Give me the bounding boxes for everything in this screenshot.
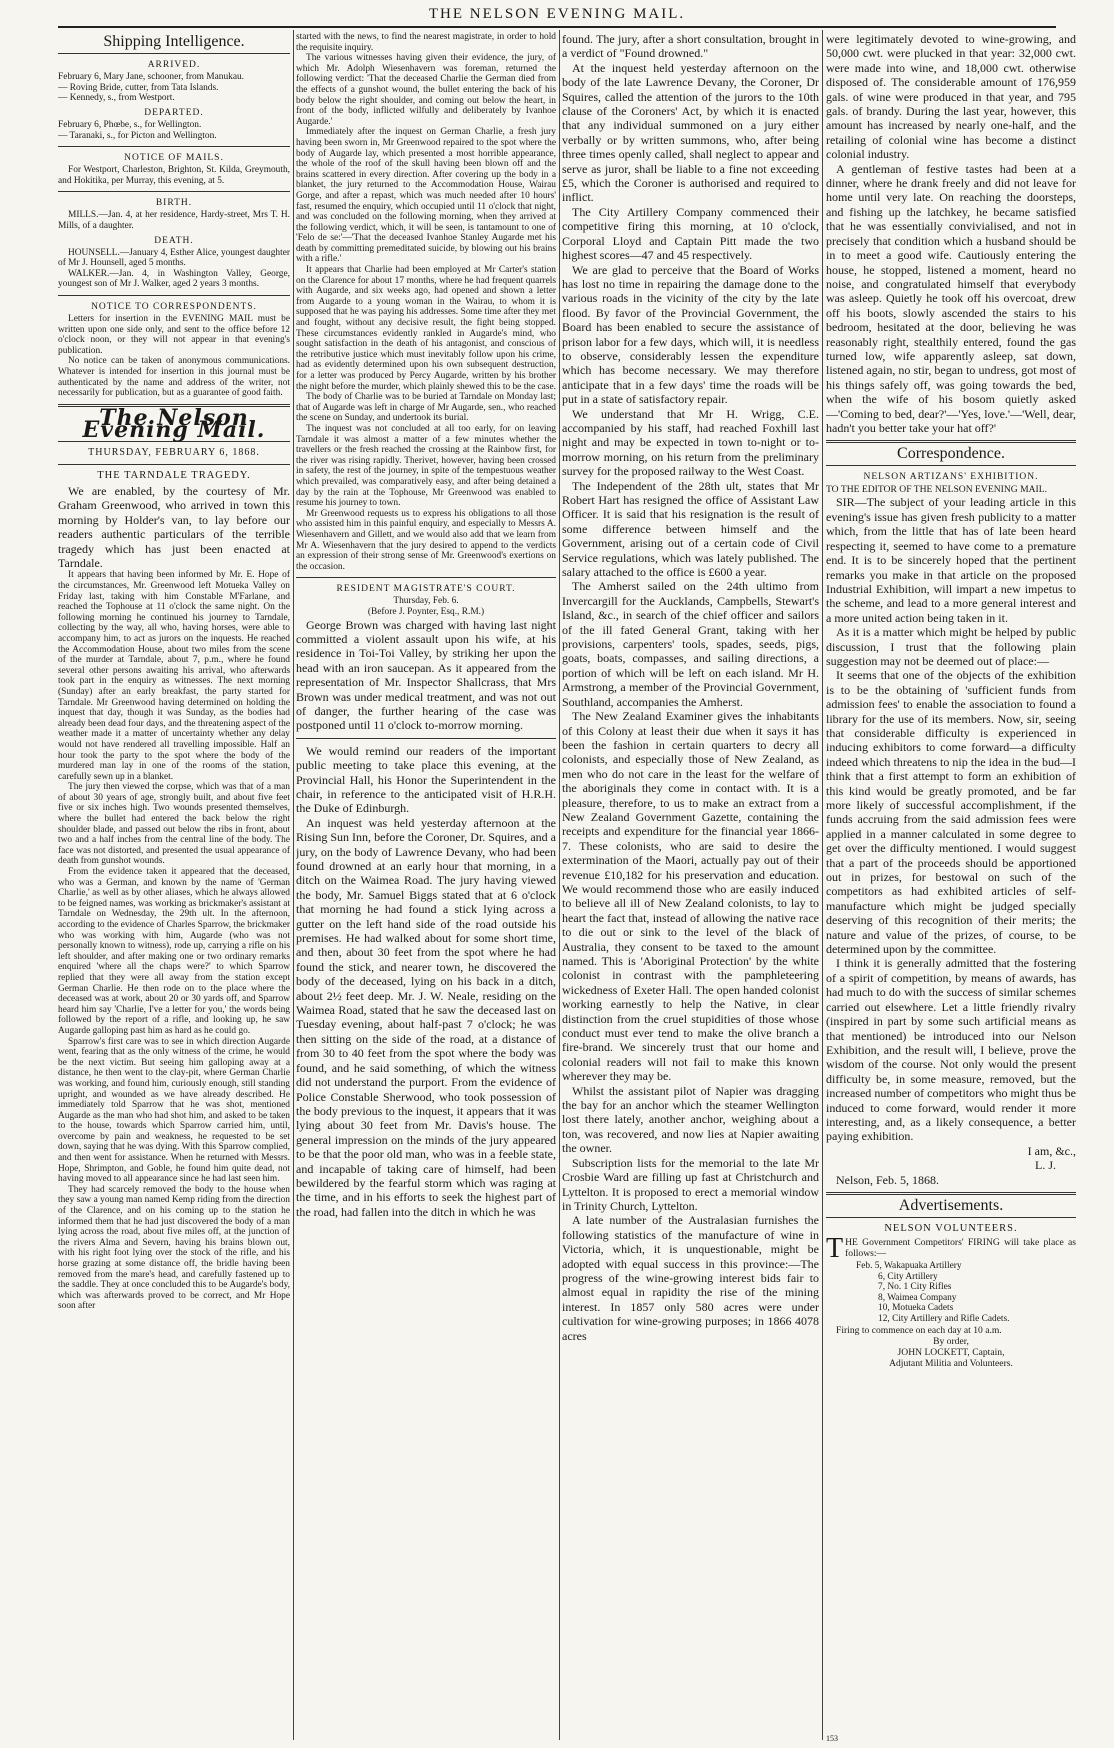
news-paragraph: We would remind our readers of the important public meeting to take place this evening, at the Provincial Hall, his Honor the Superintendent in the chair, in reference to the anticipated visit of H.R.H. the Duke of Edinburgh.	[296, 743, 556, 816]
column-1	[58, 32, 290, 1740]
ad-dropcap: T	[826, 1233, 844, 1265]
letter-place-date: Nelson, Feb. 5, 1868.	[836, 1172, 939, 1187]
arrival-entry: — Kennedy, s., from Westport.	[58, 93, 175, 104]
rule	[826, 440, 1076, 443]
article-paragraph: The body of Charlie was to be buried at Tarndale on Monday last; that of Augarde was left in charge of Mr Augarde, sen., who reached the scene on Sunday, and undertook its burial.	[296, 392, 556, 424]
ad-signatory-role: Adjutant Militia and Volunteers.	[889, 1357, 1013, 1369]
article-paragraph: From the evidence taken it appeared that the deceased, who was a German, and known by the name of 'German Charlie,' as well as by other aliases, which he always allowed to be feigned names, was working as brickmaker's assistant at Tarndale on Wednesday, the 29th ult. In the afternoon, according to the evidence of Charles Sparrow, the brickmaker who was working with him, Augarde (who was not personally known to witness), rode up, carrying a rifle on his left shoulder, and after making one or two ordinary remarks enquired 'where all the chaps were?' to which Sparrow replied that they were all away from the station except German Charlie. He then rode on to the place where the deceased was at work, about 20 or 30 yards off, and Sparrow heard him say 'Charlie, I've a letter for you,' the words being followed by the report of a rifle, and looking up, he saw Augarde galloping past him as hard as he could go.	[58, 867, 290, 1036]
rule	[58, 295, 290, 296]
court-report: George Brown was charged with having last night committed a violent assault upon his wife, at his residence in Toi-Toi Valley, by striking her upon the head with an iron saucepan. As it appeared from the representation of Mr. Inspector Shallcrass, that Mrs Brown was under medical treatment, and was not out of danger, the further hearing of the case was postponed until 11 o'clock to-morrow morning.	[296, 617, 556, 733]
letter-paragraph: SIR—The subject of your leading article in this evening's issue has given fresh publicity to a matter which, from the little that has of late been heard respecting it, seemed to have come to a premature end. It is to be sincerely hoped that the pertinent remarks you make in that article on the proposed Industrial Exhibition, will impart a new impetus to the scheme, and lead to a more general interest and a more united action being taken in it.	[826, 495, 1076, 625]
advertisements-title: Advertisements.	[898, 1196, 1004, 1214]
dateline: THURSDAY, FEBRUARY 6, 1868.	[88, 446, 260, 458]
column-2	[296, 32, 556, 1740]
rule	[826, 1192, 1076, 1195]
news-paragraph: An inquest was held yesterday afternoon at the Rising Sun Inn, before the Coroner, Dr. Squires, and a jury, on the body of Lawrence Devany, who had been found drowned at an early hour that morning, in a ditch on the Waimea Road. The jury having viewed the body, Mr. Samuel Biggs stated that at 6 o'clock that morning he had found a stick lying across a gutter on the left hand side of the road outside his premises. He had walked about for some short time, and then, about 30 feet from the spot where he had found the stick, and nearer town, he discovered the body of the deceased, lying on his back in a ditch, about 2½ feet deep. Mr. J. W. Neale, residing on the Waimea Road, stated that he saw the deceased last on Tuesday evening, about half-past 7 o'clock; he was then sitting on the side of the road, at a distance of from 30 to 40 feet from the spot where the body was found, and he said something, of which the witness did not understand the purport. From the evidence of Police Constable Sherwood, who took possession of the body previous to the inquest, it appears that it was lying about 30 feet from Mr. Davis's house. The general impression on the minds of the jury appeared to be that the poor old man, who was in a feeble state, and incapable of taking care of himself, had been bewildered by the fearful storm which was raging at the time, and in his efforts to seek the highest part of the road, had fallen into the ditch in which he was	[296, 815, 556, 1219]
article-paragraph: The various witnesses having given their evidence, the jury, of which Mr. Adolph Wiesenhavern was foreman, returned the following verdict: 'That the deceased Charlie the German died from the effects of a gunshot wound, the bullet entering the back of his body below the right shoulder, and coming out below the heart, in front of the body, inflicted wilfully and deliberately by Ivanhoe Augarde.'	[296, 53, 556, 127]
article-paragraph: Sparrow's first care was to see in which direction Augarde went, fearing that as the only witness of the crime, he would be the next victim. But seeing him galloping away at a distance, he then went to the clay-pit, where German Charlie was working, and found him, curiously enough, still standing upright, and wounded as we have already described. He immediately told Sparrow that he was shot, mentioned Augarde as the man who had shot him, and asked to be taken to the house, towards which Sparrow carried him, until, overcome by pain and weakness, he requested to be set down, saying that he was dying. With this Sparrow complied, and then went for assistance. When he returned with Messrs. Hope, Shrimpton, and Goble, he found him quite dead, not having moved to all appearance since he had last seen him.	[58, 1036, 290, 1185]
rule	[58, 146, 290, 147]
birth-heading: BIRTH.	[155, 198, 193, 209]
rule	[58, 191, 290, 192]
news-paragraph: were legitimately devoted to wine-growing, and 50,000 cwt. were plucked in that year: 32,000 cwt. were made into wine, and 18,000 cwt. otherwise disposed of. The considerable amount of 176,959 gals. of wine were produced in that year, and 795 gals. of brandy. During the last year, however, this amount has increased by nearly one-half, and the retailing of colonial wine has become a distinct colonial industry.	[826, 32, 1076, 162]
departure-entry: — Taranaki, s., for Picton and Wellington.	[58, 130, 217, 141]
masthead-rule	[58, 26, 1056, 28]
column-divider	[293, 30, 294, 1740]
departure-entry: February 6, Phœbe, s., for Wellington.	[58, 119, 202, 130]
page-number: 153	[826, 1734, 838, 1743]
column-3	[562, 32, 819, 1740]
article-paragraph: The inquest was not concluded at all too early, for on leaving Tarndale it was almost a matter of a few minutes whether the travellers or the fresh reached the crossing at the Rainbow first, for the river was rising rapidly. Therivet, however, having been crossed in safety, the rest of the journey, in spite of the tempestuous weather which prevailed, was comparatively easy, and after being detained a day by the rain at the Tophouse, Mr Greenwood was enabled to resume his journey to town.	[296, 423, 556, 509]
article-paragraph: Mr Greenwood requests us to express his obligations to all those who assisted him in this painful enquiry, and especially to Messrs A. Wiesenhavern and Gillett, and we would also add that we learn from Mr A. Wiesenhavern that the jury desired to append to the verdicts an expression of their strong sense of Mr. Greenwood's exertions on the occasion.	[296, 508, 556, 572]
correspondents-heading: NOTICE TO CORRESPONDENTS.	[91, 302, 257, 312]
mails-notice: For Westport, Charleston, Brighton, St. Kilda, Greymouth, and Hokitika, per Murray, this evening, at 5.	[58, 165, 290, 186]
news-paragraph: The Amherst sailed on the 24th ultimo from Invercargill for the Aucklands, Campbells, Stewart's Island, &c., in search of the chief officer and sailors of the ill fated General Grant, taking with her provisions, carpenters' tools, spades, seeds, pigs, goats, boats, compasses, and sailing directions, a portion of which will be left on each island. Mr H. Armstrong, a member of the Provincial Government, Southland, accompanies the Amherst.	[562, 579, 819, 709]
death-notice: WALKER.—Jan. 4, in Washington Valley, George, youngest son of Mr J. Walker, aged 2 years 3 months.	[58, 268, 290, 290]
correspondents-notice: Letters for insertion in the EVENING MAIL must be written upon one side only, and sent to the office before 12 o'clock noon, or they will not appear in that evening's publication.	[58, 314, 290, 356]
rule	[826, 465, 1076, 466]
ad-firing-time: Firing to commence on each day at 10 a.m.	[836, 1324, 1002, 1336]
paper-title: The Nelson Evening Mail.	[82, 404, 266, 443]
correspondence-title: Correspondence.	[897, 445, 1005, 463]
news-paragraph: At the inquest held yesterday afternoon on the body of the late Lawrence Devany, the Coroner, Dr Squires, called the attention of the jurors to the 10th clause of the Coroners' Act, by which it is enacted that any individual summoned on a jury either verbally or by written summons, who, after being three times openly called, shall neglect to appear and serve as juror, shall be liable to a fine not exceeding £5, which the Coroner is authorised and required to inflict.	[562, 60, 819, 205]
ad-schedule-item: 12, City Artillery and Rifle Cadets.	[878, 1314, 1010, 1325]
shipping-title: Shipping Intelligence.	[103, 33, 245, 50]
arrived-heading: ARRIVED.	[147, 60, 201, 71]
ad-schedule-item: 7, No. 1 City Rifles	[878, 1282, 952, 1293]
article-paragraph: It appears that Charlie had been employed at Mr Carter's station on the Clarence for about 17 months, where he had frequent quarrels with Augarde, and six weeks ago, had opened and shown a letter from Augarde to a young woman in the Wairau, to whom it is supposed that he was paying his addresses. Some time after they met and fought, without any decisive result, the fight being stopped. These circumstances evidently rankled in Augarde's mind, who sought satisfaction in the death of his antagonist, and conscious of the retributive justice which must inevitably follow upon his crime, had as evidently determined upon his own subsequent destruction, for a letter was produced by Percy Augarde, written by his brother the night before the murder, which plainly shewed this to be the case.	[296, 265, 556, 392]
letter-signature: L. J.	[1035, 1158, 1056, 1173]
court-date: Thursday, Feb. 6.	[393, 596, 459, 607]
news-paragraph: A gentleman of festive tastes had been at a dinner, where he drank freely and did not leave for home until very late. On reaching the doorsteps, and fishing up the latchkey, he became satisfied that he was essentially convivialised, and not in precisely that condition which a husband should be in to meet a good wife. Cautiously entering the house, he stopped, listened a moment, heard no noise, and congratulated himself that everybody was asleep. Quietly he took off his overcoat, drew off his boots, slowly ascended the stairs to his bedroom, hesitated at the door, believing he was reasonably right, stealthily entered, found the gas turned low, wife apparently asleep, sat down, listened again, no stir, began to undress, got most of his things safely off, was going towards the bed, when the wife of his bosom quietly asked—'Coming to bed, dear?'—'Yes, love.'—'Well, dear, hadn't you better take your hat off?'	[826, 161, 1076, 435]
ad-schedule-item: 10, Motueka Cadets	[878, 1303, 954, 1314]
article-paragraph: It appears that having been informed by Mr. E. Hope of the circumstances, Mr. Greenwood left Motueka Valley on Friday last, taking with him Constable M'Farlane, and reached the Tophouse at 11 o'clock the same night. On the following morning he continued his journey to Tarndale, collecting by the way, all who, having horses, were able to accompany him, to act as jurors on the inquests. He reached the Accommodation House, about two miles from the scene of the murder at Tarndale, about 7, p.m., where he found several other persons awaiting his arrival, who afterwards took part in the enquiry as witnesses. The next morning (Sunday) after an early breakfast, the party started for Tarndale. Mr Greenwood having determined on holding the inquest that day, though it was Sunday, as the bodies had already been dead four days, and the threatening aspect of the weather made it a matter of uncertainty whether any delay would not have rendered all travelling impossible. Half an hour took the party to the spot where the body of the murdered man lay in one of the rooms of the station, carefully sewn up in a blanket.	[58, 570, 290, 782]
mails-heading: NOTICE OF MAILS.	[124, 153, 224, 164]
news-paragraph: We understand that Mr H. Wrigg, C.E. accompanied by his staff, had reached Foxhill last night and may be expected in town to-night or to-morrow morning, on his return from the preliminary survey for the proposed railway to the West Coast.	[562, 406, 819, 479]
rule	[58, 464, 290, 465]
article-paragraph: The jury then viewed the corpse, which was that of a man of about 30 years of age, strongly built, and about five feet five or six inches high. Two wounds presented themselves, where the bullet had entered the back below the right shoulder blade, and passed out below the ribs in front, about two and a half inches from the central line of the body. The face was not distorted, and presented the usual appearance of death from gunshot wounds.	[58, 782, 290, 867]
news-paragraph: A late number of the Australasian furnishes the following statistics of the manufacture of wine in Victoria, which, it is unquestionable, might be adopted with equal success in this province:—The progress of the wine-growing interest bids fair to almost equal in rapidity the rise of the mining interest. In 1857 only 580 acres were under cultivation for wine-growing purposes; in 1866 4078 acres	[562, 1213, 819, 1343]
article-heading: THE TARNDALE TRAGEDY.	[97, 469, 251, 481]
ad-signatory: JOHN LOCKETT, Captain,	[897, 1346, 1005, 1358]
letter-address: TO THE EDITOR OF THE NELSON EVENING MAIL.	[826, 484, 1047, 496]
ad-schedule-item: Feb. 5, Wakapuaka Artillery	[856, 1261, 962, 1272]
ad-schedule-item: 8, Waimea Company	[878, 1292, 957, 1303]
ad-heading: NELSON VOLUNTEERS.	[884, 1223, 1018, 1235]
news-paragraph: The Independent of the 28th ult, states that Mr Robert Hart has resigned the office of Assistant Law Officer. It is said that his resignation is the result of some difference between himself and the Government, arising out of a certain code of Civil Service regulations, which was lately published. The salary attached to the office is £600 a year.	[562, 478, 819, 580]
news-paragraph: Whilst the assistant pilot of Napier was dragging the bay for an anchor which the steamer Wellington lost there lately, another anchor, weighing about a ton, was recovered, and now lies at Napier awaiting the owner.	[562, 1083, 819, 1156]
news-paragraph: Subscription lists for the memorial to the late Mr Crosbie Ward are filling up fast at Christchurch and Lyttelton. It is proposed to erect a memorial window in Trinity Church, Lyttelton.	[562, 1155, 819, 1213]
column-divider	[822, 30, 823, 1740]
correspondents-notice: No notice can be taken of anonymous communications. Whatever is intended for insertion in this journal must be authenticated by the name and address of the writer, not necessarily for publication, but as a guarantee of good faith.	[58, 356, 290, 399]
arrival-entry: — Roving Bride, cutter, from Tata Islands.	[58, 82, 219, 93]
rule	[58, 53, 290, 54]
article-paragraph: Immediately after the inquest on German Charlie, a fresh jury having been sworn in, Mr Greenwood repaired to the spot where the body of Augarde lay, which presented a most horrible appearance, the whole of the roof of the skull having been blown off and the brains scattered in every direction. After covering up the body in a blanket, the jury returned to the Accommodation House, Wairau Gorge, and after a repast, which was much needed after 10 hours' fast, resumed the enquiry, which occupied until 11 o'clock that night, and was concluded on the following morning, when they arrived at the following verdict, which, it will be seen, is tantamount to one of 'Felo de se:'—'That the deceased Ivanhoe Stanley Augarde met his death by committing premeditated suicide, by blowing out his brains with a rifle.'	[296, 127, 556, 265]
death-notice: HOUNSELL.—January 4, Esther Alice, youngest daughter of Mr J. Hounsell, aged 5 months.	[58, 247, 290, 269]
article-lead: We are enabled, by the courtesy of Mr. Graham Greenwood, who arrived in town this morning by Holder's van, to lay before our readers authentic particulars of the terrible tragedy which has just been enacted at Tarndale.	[58, 483, 290, 571]
departed-heading: DEPARTED.	[144, 107, 204, 118]
news-paragraph: The City Artillery Company commenced their competitive firing this morning, at 10 o'clock, Corporal Lloyd and Captain Pitt made the two highest scores—47 and 45 respectively.	[562, 204, 819, 263]
masthead: THE NELSON EVENING MAIL.	[428, 6, 686, 22]
arrival-entry: February 6, Mary Jane, schooner, from Manukau.	[58, 72, 245, 83]
article-paragraph: They had scarcely removed the body to the house when they saw a young man named Kemp riding from the direction of the Clarence, and on his coming up to the station he informed them that he had just discovered the body of a man lying across the road, about five miles off, at the junction of the rivers Alma and Severn, having his brains blown out, with his right foot lying over the stock of the rifle, and his horse grazing at some distance off, the bridle having been removed from the mare's head, and carefully fastened up to the saddle. They at once concluded this to be Augarde's body, which was afterwards proved to be correct, and Mr Hope soon after	[58, 1184, 290, 1312]
column-divider	[559, 30, 560, 1740]
rule	[296, 577, 556, 578]
ad-schedule-item: 6, City Artillery	[878, 1271, 938, 1282]
ad-order: By order,	[933, 1335, 969, 1347]
rule	[296, 738, 556, 739]
article-paragraph: started with the news, to find the nearest magistrate, in order to hold the requisite inquiry.	[296, 32, 556, 53]
letter-paragraph: It seems that one of the objects of the exhibition is to be the obtaining of 'sufficient funds from admission fees' to enable the association to found a library for the use of its members. Now, sir, seeing that considerable difficulty is experienced in inducing exhibitors to come forward—a difficulty indeed which threatens to nip the idea in the bud—I think that a first attempt to form an exhibition of this kind would be greatly promoted, and be far more likely of successful accomplishment, if the funds accruing from the said admission fees were applied in a manner calculated in some degree to get over the difficulty mentioned. I would suggest that a part of the proceeds should be apportioned out in prizes, for bestowal on such of the competitors as had exhibited articles of self-manufacture which might be judged specially deserving of this recognition of their merits; the nature and value of the prizes, of course, to be determined upon by the committee.	[826, 668, 1076, 957]
news-paragraph: found. The jury, after a short consultation, brought in a verdict of "Found drowned."	[562, 32, 819, 61]
court-heading: RESIDENT MAGISTRATE'S COURT.	[336, 584, 516, 595]
letter-heading: NELSON ARTIZANS' EXHIBITION.	[863, 472, 1039, 483]
ad-intro: HE Government Competitors' FIRING will take place as follows:—	[845, 1237, 1076, 1260]
letter-closing: I am, &c.,	[1027, 1143, 1076, 1158]
news-paragraph: The New Zealand Examiner gives the inhabitants of this Colony at least their due when it says it has been the fashion in certain quarters to decry all colonists, and especially those of New Zealand, as men who do not care in the least for the welfare of the aboriginals they come in contact with. It is a pleasure, therefore, to us to make an extract from a New Zealand Government Gazette, containing the receipts and expenditure for the financial year 1866-7. These colonists, who are said to desire the extermination of the Maori, actually pay out of their revenue £10,182 for his preservation and education. We would recommend those who are easily induced to believe all ill of New Zealand colonists, to lay to heart the fact that, instead of allowing the native race to die out or sink to the level of the black of Australia, they consent to be taxed to the amount named. This is 'Aboriginal Protection' by the white colonist in contrast with the pamphleteering wickedness of Exeter Hall. The open handed colonist working earnestly to help the Native, in clear distinction from the cruel stupidities of those whose conduct must ever tend to make the olive branch a fire-brand. We sincerely trust that our home and colonial readers will not fail to make this known wherever they may be.	[562, 709, 819, 1084]
news-paragraph: We are glad to perceive that the Board of Works has lost no time in repairing the damage done to the various roads in the vicinity of the city by the late flood. By favor of the Provincial Government, the Board has been enabled to secure the assistance of prison labor for a few days, which will, it is needless to observe, considerably lessen the expenditure which has become necessary. We may therefore anticipate that in a few days' time the roads will be put in a state of satisfactory repair.	[562, 262, 819, 407]
birth-notice: MILLS.—Jan. 4, at her residence, Hardy-street, Mrs T. H. Mills, of a daughter.	[58, 210, 290, 231]
rule	[826, 1217, 1076, 1218]
letter-paragraph: I think it is generally admitted that the fostering of a spirit of competition, by means of awards, has had much to do with the success of similar schemes carried out elsewhere. Let a little friendly rivalry (inspired in part by some such artificial means as that mentioned) be introduced into our Nelson Exhibition, and the result will, I believe, prove the wisdom of the course. Not only would the present difficulty be, in some measure, removed, but the increased number of competitors who might thus be induced to come forward, would render it more interesting, and, as a likely consequence, a better paying exhibition.	[826, 956, 1076, 1144]
letter-paragraph: As it is a matter which might be helped by public discussion, I trust that the following plain suggestion may not be deemed out of place:—	[826, 625, 1076, 668]
court-magistrate: (Before J. Poynter, Esq., R.M.)	[367, 606, 485, 617]
column-4	[826, 32, 1076, 1740]
death-heading: DEATH.	[154, 235, 194, 246]
